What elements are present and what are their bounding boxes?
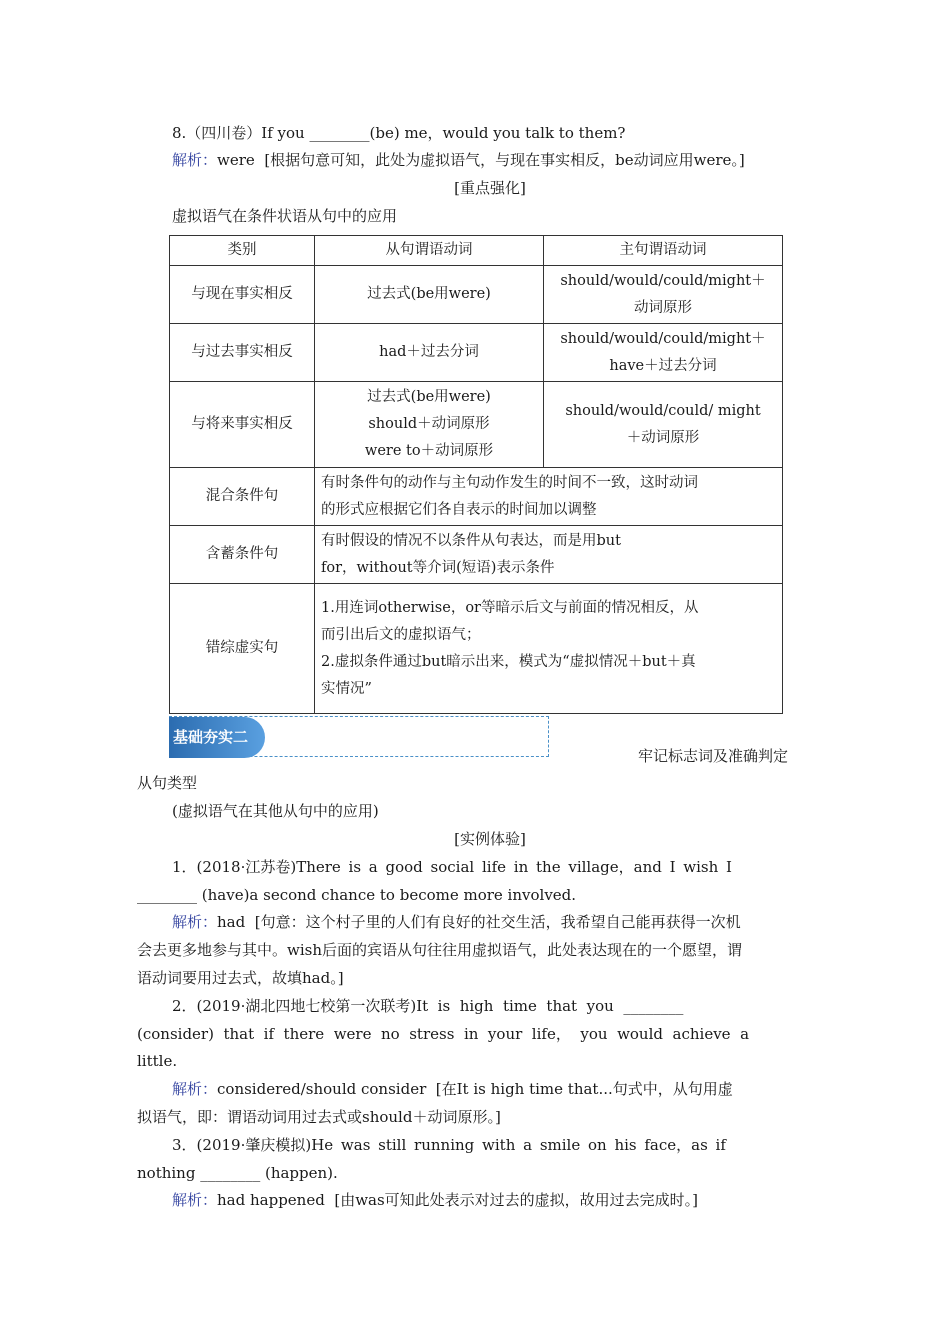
cell-line: 动词原形 bbox=[634, 299, 692, 316]
analysis-label: 解析： bbox=[172, 1191, 218, 1209]
question-1-cont: ________ (have)a second chance to become more involved. bbox=[137, 886, 577, 904]
cell-line: 有时假设的情况不以条件从句表达，而是用but bbox=[321, 532, 621, 549]
table-cell bbox=[544, 324, 783, 382]
cell-line: 有时条件句的动作与主句动作发生的时间不一致，这时动词 bbox=[321, 474, 698, 491]
cell-line: for，without等介词(短语)表示条件 bbox=[321, 559, 555, 576]
answer-2-text: considered/should consider [在It is high time that...句式中，从句用虚 bbox=[217, 1080, 733, 1098]
cell-line: 而引出后文的虚拟语气； bbox=[321, 626, 481, 643]
table-cell: 过去式(be用were) bbox=[315, 266, 544, 324]
table-cell: had＋过去分词 bbox=[315, 324, 544, 382]
banner-label: 基础夯实二 bbox=[169, 717, 265, 758]
cell-line: should/would/could/might＋ bbox=[560, 272, 766, 289]
answer-1-cont: 会去更多地参与其中。wish后面的宾语从句往往用虚拟语气，此处表达现在的一个愿望，谓 bbox=[137, 941, 742, 959]
table-cell: 含蓄条件句 bbox=[170, 526, 315, 584]
table-cell bbox=[315, 468, 783, 526]
answer-8 bbox=[172, 150, 745, 170]
section-banner bbox=[169, 716, 549, 757]
answer-3-text: had happened [由was可知此处表示对过去的虚拟，故用过去完成时。] bbox=[217, 1191, 699, 1209]
table-cell bbox=[315, 584, 783, 714]
question-2-cont: little. bbox=[137, 1052, 178, 1070]
cell-line: should/would/could/ might bbox=[565, 402, 761, 419]
table-cell: 混合条件句 bbox=[170, 468, 315, 526]
analysis-label: 解析： bbox=[172, 1080, 218, 1098]
answer-2-cont: 拟语气，即：谓语动词用过去式或should＋动词原形。] bbox=[137, 1108, 501, 1126]
question-2: 2．(2019·湖北四地七校第一次联考)It is high time that you ________ bbox=[172, 997, 684, 1015]
header-category: 类别 bbox=[170, 236, 315, 266]
section-title-cont: 从句类型 bbox=[137, 774, 198, 792]
answer-3 bbox=[172, 1190, 698, 1210]
cell-line: 1.用连词otherwise，or等暗示后文与前面的情况相反，从 bbox=[321, 599, 699, 616]
table-title: 虚拟语气在条件状语从句中的应用 bbox=[172, 207, 398, 225]
cell-line: 2.虚拟条件通过but暗示出来，模式为“虚拟情况＋but＋真 bbox=[321, 653, 696, 670]
answer-8-text: were [根据句意可知，此处为虚拟语气，与现在事实相反，be动词应用were。] bbox=[217, 151, 745, 169]
question-3: 3．(2019·肇庆模拟)He was still running with a smile on his face，as if bbox=[172, 1136, 726, 1154]
table-cell bbox=[315, 526, 783, 584]
table-cell bbox=[544, 266, 783, 324]
example-heading: [实例体验] bbox=[454, 830, 526, 848]
question-8: 8.（四川卷）If you ________(be) me，would you talk to them? bbox=[172, 124, 626, 142]
cell-line: 过去式(be用were) bbox=[367, 389, 491, 405]
cell-line: were to＋动词原形 bbox=[364, 443, 494, 459]
answer-2 bbox=[172, 1079, 733, 1099]
cell-line: 的形式应根据它们各自表示的时间加以调整 bbox=[321, 501, 597, 518]
cell-line: 实情况” bbox=[321, 680, 372, 697]
cell-line: should/would/could/might＋ bbox=[560, 330, 766, 347]
answer-1-text: had [句意：这个村子里的人们有良好的社交生活，我希望自己能再获得一次机 bbox=[217, 913, 741, 931]
cell-line: should＋动词原形 bbox=[368, 416, 490, 432]
header-subclause: 从句谓语动词 bbox=[315, 236, 544, 266]
answer-1-cont: 语动词要用过去式，故填had。] bbox=[137, 969, 344, 987]
cell-line: have＋过去分词 bbox=[609, 357, 717, 374]
header-mainclause: 主句谓语动词 bbox=[544, 236, 783, 266]
section-title: 牢记标志词及准确判定 bbox=[638, 747, 789, 765]
answer-1 bbox=[172, 912, 741, 932]
question-3-cont: nothing ________ (happen). bbox=[137, 1164, 338, 1182]
table-cell: 与将来事实相反 bbox=[170, 382, 315, 468]
conditional-table bbox=[169, 235, 783, 714]
question-1: 1．(2018·江苏卷)There is a good social life in the village，and I wish I bbox=[172, 858, 732, 876]
cell-line: ＋动词原形 bbox=[626, 429, 700, 446]
analysis-label: 解析： bbox=[172, 151, 218, 169]
table-cell bbox=[315, 382, 544, 468]
table-cell: 与过去事实相反 bbox=[170, 324, 315, 382]
emphasis-heading: [重点强化] bbox=[454, 179, 526, 197]
question-2-cont: (consider) that if there were no stress in your life， you would achieve a bbox=[137, 1025, 750, 1043]
table-cell: 错综虚实句 bbox=[170, 584, 315, 714]
table-cell: 与现在事实相反 bbox=[170, 266, 315, 324]
section-subtitle: (虚拟语气在其他从句中的应用) bbox=[172, 802, 379, 820]
table-cell bbox=[544, 382, 783, 468]
analysis-label: 解析： bbox=[172, 913, 218, 931]
